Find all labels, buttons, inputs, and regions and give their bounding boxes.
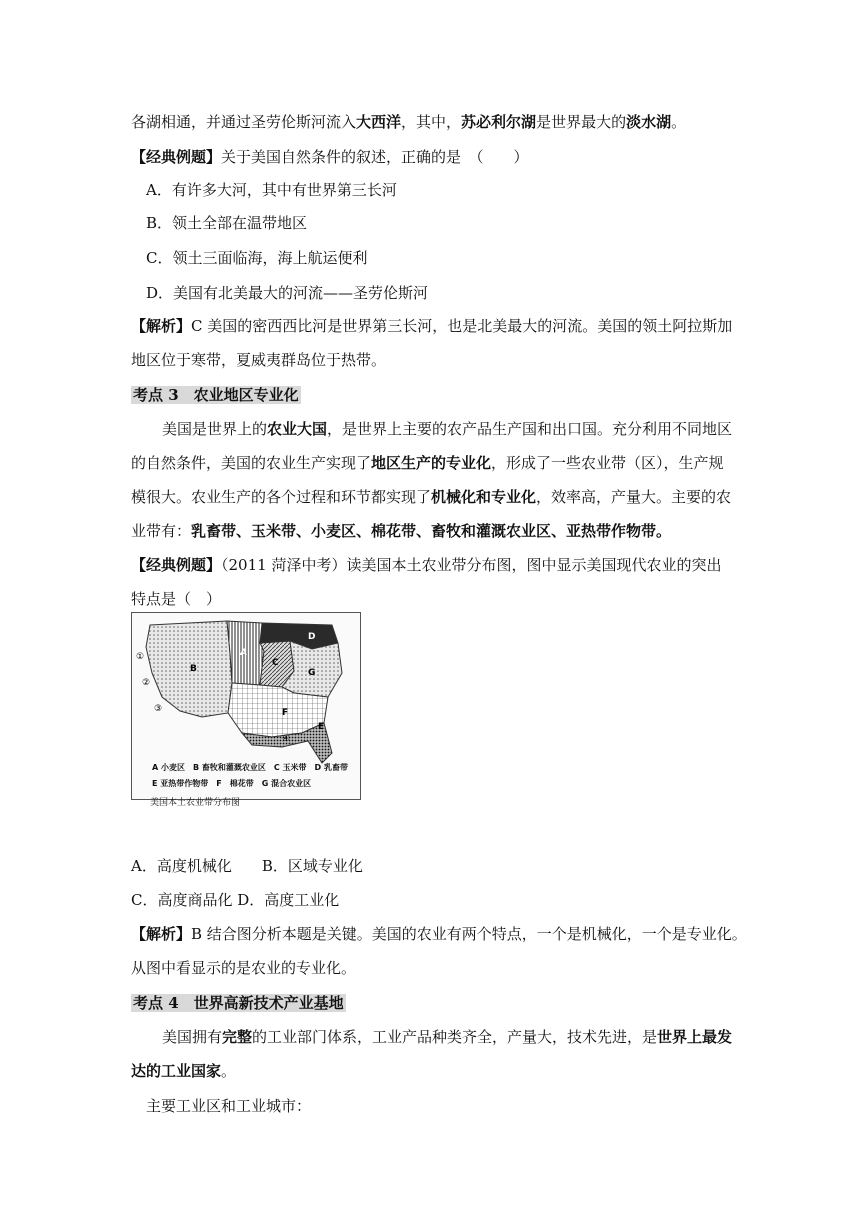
map-label-c: C — [272, 658, 279, 668]
map-marker-4: ④ — [282, 734, 291, 744]
region-b — [146, 621, 232, 717]
map-label-a: A — [240, 648, 247, 658]
map-label-e: E — [318, 722, 325, 732]
example-tag: 【经典例题】 — [131, 148, 222, 166]
kp3-line-4 — [131, 521, 671, 541]
bold-text: 地区生产的专业化 — [371, 454, 492, 472]
bold-text: 苏必利尔湖 — [461, 113, 537, 131]
text: 的自然条件，美国的农业生产实现了 — [131, 454, 372, 472]
map-label-f: F — [282, 708, 289, 718]
bold-text: 完整 — [222, 1028, 253, 1046]
text: 业带有： — [131, 522, 192, 540]
example-question-2-line-2: 特点是（ ） — [131, 590, 222, 608]
question-stem: 关于美国自然条件的叙述，正确的是 （ ） — [221, 148, 529, 166]
analysis-1-line-2: 地区位于寒带，夏威夷群岛位于热带。 — [131, 351, 387, 369]
section-heading-kp3 — [131, 385, 301, 405]
section-heading-kp4 — [131, 993, 346, 1013]
map-caption: 美国本土农业带分布图 — [150, 798, 241, 808]
map-label-d: D — [308, 632, 316, 642]
analysis-tag: 【解析】 — [131, 317, 192, 335]
example-2-options-row-2: C．高度商品化 D．高度工业化 — [131, 891, 340, 909]
text: 美国拥有 — [162, 1028, 223, 1046]
text: ，是世界上主要的农产品生产国和出口国。充分利用不同地区 — [327, 420, 733, 438]
analysis-2-line-1 — [131, 924, 747, 944]
option-a: A．有许多大河，其中有世界第三长河 — [146, 181, 397, 199]
analysis-text: B 结合图分析本题是关键。美国的农业有两个特点，一个是机械化，一个是专业化。 — [191, 925, 747, 943]
kp3-line-2 — [131, 453, 724, 473]
bold-text: 农业大国 — [267, 420, 328, 438]
analysis-tag: 【解析】 — [131, 925, 192, 943]
text: 模很大。农业生产的各个过程和环节都实现了 — [131, 488, 432, 506]
example-question-2-line-1 — [131, 555, 721, 575]
text: ，效率高，产量大。主要的农 — [536, 488, 732, 506]
question-stem: （2011 菏泽中考）读美国本土农业带分布图，图中显示美国现代农业的突出 — [221, 556, 722, 574]
heading-text: 考点 4 世界高新技术产业基地 — [133, 994, 344, 1012]
text: 各湖相通，并通过圣劳伦斯河流入 — [131, 113, 357, 131]
option-c: C．领土三面临海，海上航运便利 — [146, 249, 368, 267]
agriculture-belt-map — [131, 612, 361, 800]
text: ，其中， — [401, 113, 462, 131]
option-d: D．美国有北美最大的河流——圣劳伦斯河 — [146, 284, 429, 302]
analysis-1-line-1 — [131, 316, 732, 336]
kp3-line-3 — [131, 487, 731, 507]
example-2-options-row-1: A．高度机械化 B．区域专业化 — [131, 857, 363, 875]
map-marker-1: ① — [136, 652, 145, 662]
example-question-1 — [131, 147, 529, 167]
option-b: B．领土全部在温带地区 — [146, 214, 308, 232]
text: 。 — [221, 1062, 237, 1080]
text: 的工业部门体系，工业产品种类齐全，产量大，技术先进，是 — [252, 1028, 658, 1046]
analysis-text: C 美国的密西西比河是世界第三长河，也是北美最大的河流。美国的领土阿拉斯加 — [191, 317, 733, 335]
map-marker-3: ③ — [154, 704, 163, 714]
map-marker-2: ② — [142, 678, 151, 688]
kp4-line-3: 主要工业区和工业城市： — [146, 1097, 312, 1115]
paragraph-lakes — [131, 112, 686, 132]
heading-text: 考点 3 农业地区专业化 — [133, 386, 299, 404]
kp3-line-1 — [162, 419, 732, 439]
text: 美国是世界上的 — [162, 420, 268, 438]
map-label-g: G — [308, 668, 316, 678]
analysis-2-line-2: 从图中看显示的是农业的专业化。 — [131, 959, 357, 977]
example-tag: 【经典例题】 — [131, 556, 222, 574]
text: 。 — [671, 113, 687, 131]
bold-text: 大西洋 — [356, 113, 402, 131]
bold-text: 机械化和专业化 — [431, 488, 537, 506]
kp4-line-2 — [131, 1061, 236, 1081]
map-legend-line-2: E 亚热带作物带 F 棉花带 G 混合农业区 — [152, 779, 312, 788]
text: 是世界最大的 — [536, 113, 627, 131]
bold-text: 达的工业国家 — [131, 1062, 222, 1080]
map-legend-line-1: A 小麦区 B 畜牧和灌溉农业区 C 玉米带 D 乳畜带 — [152, 763, 348, 772]
text: ，形成了一些农业带（区），生产规 — [491, 454, 724, 472]
bold-text: 淡水湖 — [626, 113, 672, 131]
map-label-b: B — [190, 664, 197, 674]
kp4-line-1 — [162, 1027, 732, 1047]
bold-text: 乳畜带、玉米带、小麦区、棉花带、畜牧和灌溉农业区、亚热带作物带。 — [191, 522, 672, 540]
bold-text: 世界上最发 — [657, 1028, 733, 1046]
